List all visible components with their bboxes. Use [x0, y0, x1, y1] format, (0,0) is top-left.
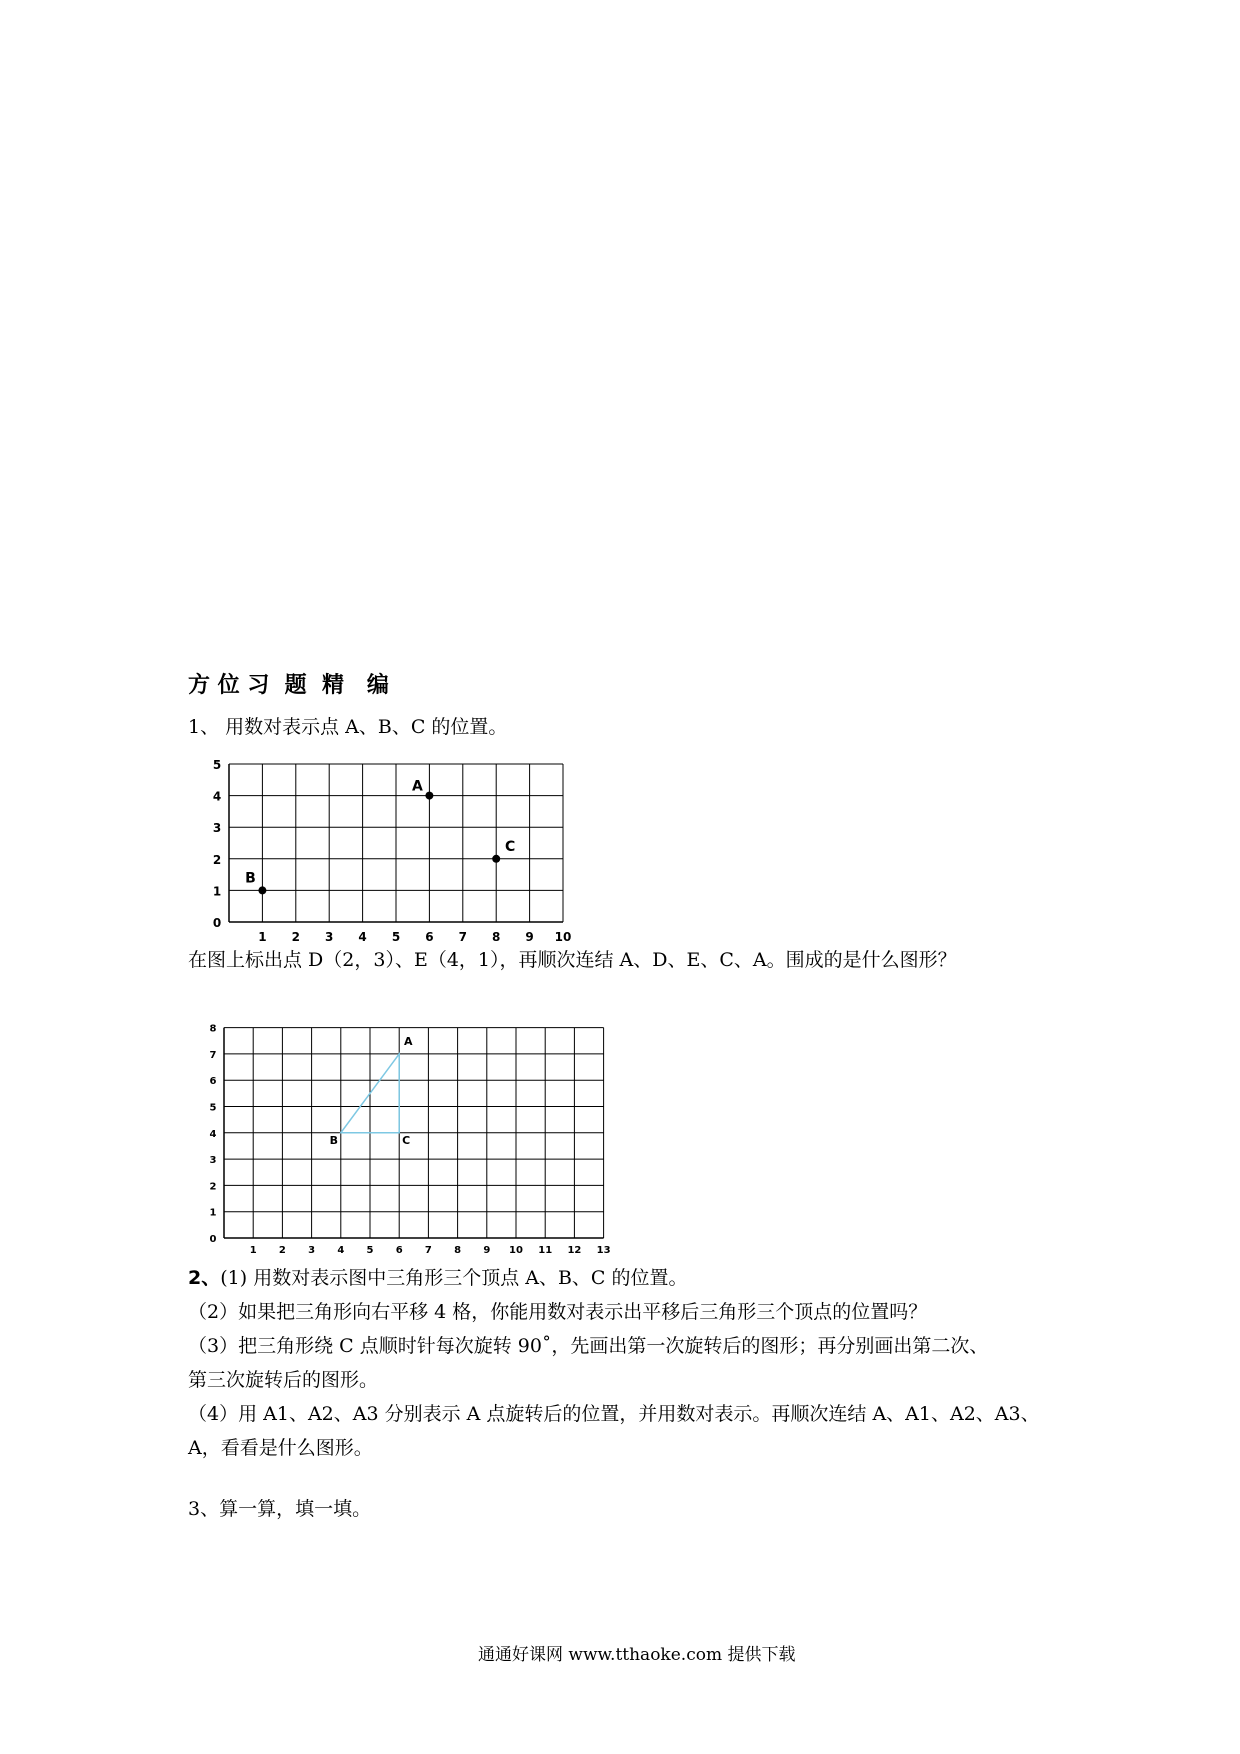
y-tick-label: 7 [209, 1049, 217, 1061]
question-2-part-2: （2）如果把三角形向右平移 4 格，你能用数对表示出平移后三角形三个顶点的位置吗？ [188, 1301, 928, 1323]
y-tick-label: 4 [212, 789, 222, 804]
x-tick-label: 10 [509, 1245, 523, 1256]
x-tick-label: 1 [249, 1245, 257, 1256]
x-tick-label: 6 [425, 930, 434, 944]
x-tick-label: 9 [525, 930, 534, 944]
y-tick-label: 1 [212, 884, 222, 899]
page-title: 方 位 习 题 精 编 [188, 673, 389, 698]
point-label-c: C [402, 1133, 411, 1147]
y-tick-label: 0 [212, 916, 222, 930]
point-label-c: C [505, 838, 516, 855]
question-3: 3、算一算，填一填。 [188, 1498, 372, 1520]
x-tick-label: 12 [567, 1245, 582, 1256]
y-tick-label: 6 [209, 1076, 217, 1088]
x-tick-label: 1 [258, 930, 267, 944]
question-1: 1、 用数对表示点 A、B、C 的位置。 [188, 716, 508, 738]
x-tick-label: 5 [366, 1245, 374, 1256]
x-tick-label: 6 [395, 1245, 403, 1256]
x-tick-label: 4 [358, 930, 367, 944]
question-2-part-3: （3）把三角形绕 C 点顺时针每次旋转 90˚，先画出第一次旋转后的图形；再分别画出第二次、 [188, 1335, 989, 1357]
y-tick-label: 3 [209, 1155, 217, 1167]
x-tick-label: 5 [391, 930, 401, 944]
question-2-part-4-cont: A，看看是什么图形。 [188, 1437, 373, 1459]
y-tick-label: 0 [209, 1234, 217, 1245]
y-tick-label: 2 [212, 852, 222, 867]
x-tick-label: 3 [325, 930, 334, 944]
question-2-number: 2、 [188, 1267, 221, 1289]
point-label-b: B [245, 870, 256, 887]
footer-credit: 通通好课网 www.tthaoke.com 提供下载 [478, 1645, 796, 1665]
x-tick-label: 13 [596, 1245, 611, 1256]
x-tick-label: 10 [554, 930, 572, 944]
x-tick-label: 8 [454, 1245, 462, 1256]
x-tick-label: 7 [458, 930, 467, 944]
question-2-part-1-text: (1) 用数对表示图中三角形三个顶点 A、B、C 的位置。 [220, 1267, 688, 1289]
point-label-a: A [403, 1034, 413, 1048]
x-tick-label: 7 [424, 1245, 432, 1256]
x-tick-label: 9 [483, 1245, 491, 1256]
x-tick-label: 11 [538, 1245, 553, 1256]
x-tick-label: 2 [278, 1245, 286, 1256]
x-tick-label: 8 [492, 930, 501, 944]
y-tick-label: 4 [209, 1128, 217, 1140]
y-tick-label: 5 [209, 1102, 217, 1114]
question-2-part-4: （4）用 A1、A2、A3 分别表示 A 点旋转后的位置，并用数对表示。再顺次连结 A、A1、A2、A3、 [188, 1403, 1040, 1425]
point-label-b: B [329, 1133, 338, 1147]
x-tick-label: 2 [291, 930, 300, 944]
x-tick-label: 4 [337, 1245, 345, 1256]
y-tick-label: 1 [209, 1207, 217, 1219]
question-2-part-1 [188, 1263, 688, 1290]
point-label-a: A [411, 778, 423, 795]
x-tick-label: 3 [308, 1245, 316, 1256]
y-tick-label: 5 [212, 758, 222, 772]
question-2-part-3-cont: 第三次旋转后的图形。 [188, 1369, 379, 1391]
question-1-followup: 在图上标出点 D（2，3）、E（4，1），再顺次连结 A、D、E、C、A。围成的是什么图形？ [188, 949, 957, 971]
y-tick-label: 2 [209, 1181, 217, 1193]
y-tick-label: 3 [212, 821, 222, 836]
y-tick-label: 8 [209, 1023, 217, 1035]
